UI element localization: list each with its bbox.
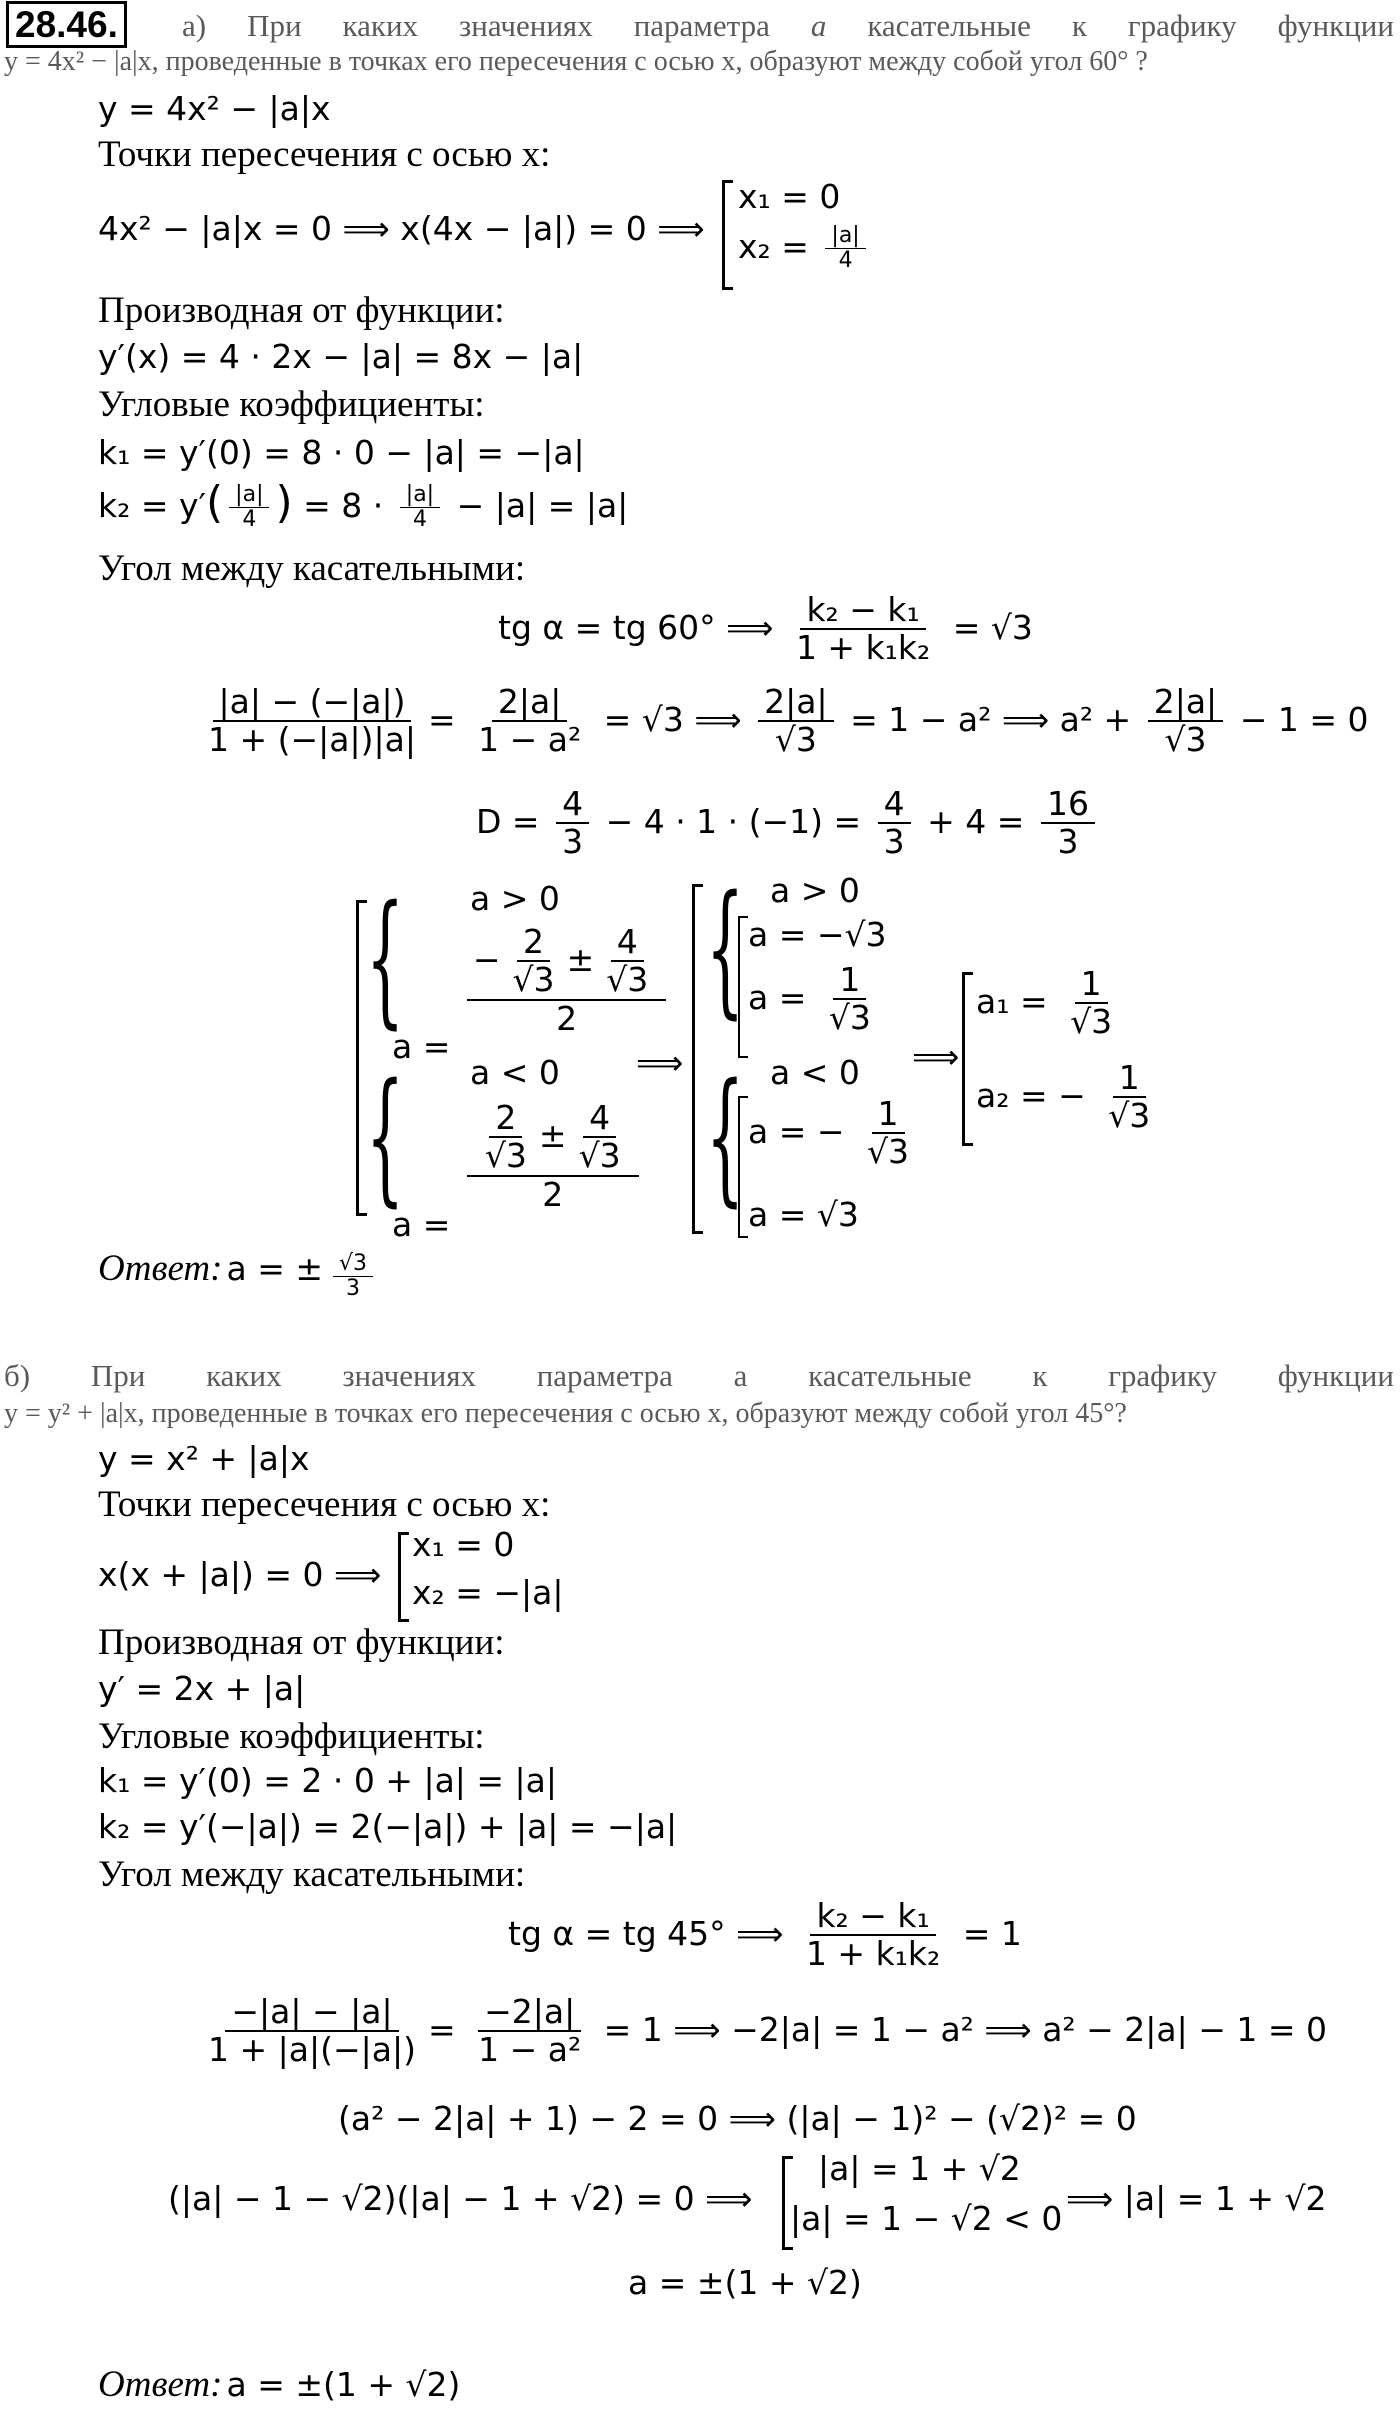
part-a-k2: k₂ = y′( $\frac{|a|}{4}$ ) = 8 · $\frac{|a|}{4}$ − |a| = |a| — [98, 477, 629, 532]
part-a-intersect-eq: 4x² − |a|x = 0 ⟹ x(4x − |a|) = 0 ⟹ — [98, 209, 705, 248]
part-a-derivative-heading: Производная от функции: — [98, 290, 505, 331]
part-a-inner-bracket-1 — [738, 916, 748, 1058]
part-a-implies-1: ⟹ — [636, 1043, 684, 1082]
part-a-final-bracket — [962, 972, 973, 1146]
part-b-root2: x₂ = −|a| — [412, 1573, 564, 1612]
part-a-root1: x₁ = 0 — [738, 177, 841, 216]
part-a-k1: k₁ = y′(0) = 8 · 0 − |a| = −|a| — [98, 433, 585, 472]
part-a-intersect-heading: Точки пересечения с осью x: — [98, 134, 551, 175]
part-a-derivative: y′(x) = 4 · 2x − |a| = 8x − |a| — [98, 337, 584, 376]
part-b-statement-line2: y = y² + |a|x, проведенные в точках его пересечения с осью x, образуют между собой угол 45°? — [4, 1398, 1127, 1429]
part-b-eq4-case2: |a| = 1 − √2 < 0 — [790, 2199, 1063, 2238]
part-a-r-cond1: a > 0 — [770, 871, 860, 910]
part-b-intersect-eq: x(x + |a|) = 0 ⟹ — [98, 1555, 382, 1594]
part-b-eq5: a = ±(1 + √2) — [628, 2263, 862, 2302]
part-b-function: y = x² + |a|x — [98, 1439, 310, 1478]
part-b-slopes-heading: Угловые коэффициенты: — [98, 1716, 485, 1757]
part-b-k2: k₂ = y′(−|a|) = 2(−|a|) + |a| = −|a| — [98, 1807, 678, 1846]
part-a-discriminant: D = $\frac{4}{3}$ − 4 · 1 · (−1) = $\frac{4}{3}$ + 4 = $\frac{16}{3}$ — [476, 786, 1101, 861]
part-a-sys1-cond: a > 0 — [470, 879, 560, 918]
part-a-final-2: a₂ = − $\frac{1}{√3}$ — [976, 1058, 1151, 1136]
part-a-sys2-cond: a < 0 — [470, 1053, 560, 1092]
part-b-answer-label: Ответ: — [98, 2364, 223, 2405]
part-a-brace-3: { — [706, 866, 745, 1034]
part-a-angle-heading: Угол между касательными: — [98, 548, 526, 589]
root2-fraction: $\frac{|a|}{4}$ — [825, 224, 865, 273]
part-a-function: y = 4x² − |a|x — [98, 89, 331, 128]
part-a-tg-line: tg α = tg 60° ⟹ $\frac{\text{k₂ − k₁}}{\text{1 + k₁k₂}}$ = √3 — [498, 590, 1033, 668]
part-b-eq3: (a² − 2|a| + 1) − 2 = 0 ⟹ (|a| − 1)² − (√2)² = 0 — [338, 2099, 1137, 2138]
part-b-eq4-lhs: (|a| − 1 − √2)(|a| − 1 + √2) = 0 ⟹ — [168, 2179, 753, 2218]
problem-number-box — [6, 6, 127, 45]
part-a-r-a-neg2: a = − $\frac{1}{√3}$ — [748, 1094, 910, 1172]
part-b-roots-bracket — [398, 1532, 409, 1622]
problem-number: 28.46. — [6, 1, 127, 48]
part-b-eq4-rhs: ⟹ |a| = 1 + √2 — [1066, 2179, 1327, 2218]
part-a-statement-line2: y = 4x² − |a|x, проведенные в точках его пересечения с осью x, образуют между собой угол 60° ? — [4, 46, 1148, 77]
part-a-final-1: a₁ = $\frac{1}{√3}$ — [976, 964, 1113, 1042]
part-a-sys2-eq: a = $\frac{2}{√3}$ ± $\frac{4}{√3}$ 2 — [392, 1100, 645, 1213]
part-a-implies-2: ⟹ — [912, 1037, 960, 1076]
part-a-r-a-neg: a = −√3 — [748, 915, 887, 954]
part-a-middle-bracket — [692, 884, 703, 1234]
part-a-brace-4: { — [706, 1054, 745, 1222]
part-a-sys1-eq: a = − $\frac{2}{√3}$ ± $\frac{4}{√3}$ 2 — [392, 924, 672, 1037]
part-b-intersect-heading: Точки пересечения с осью x: — [98, 1484, 551, 1525]
part-a-answer: Ответ: a = ± $\frac{√3}{3}$ — [98, 1248, 379, 1301]
part-a-r-a-pos2: a = √3 — [748, 1195, 859, 1234]
part-b-derivative: y′ = 2x + |a| — [98, 1669, 306, 1708]
part-a-statement-line1: а) При каких значениях параметра a касательные к графику функции — [182, 8, 1394, 43]
part-b-k1: k₁ = y′(0) = 2 · 0 + |a| = |a| — [98, 1761, 558, 1800]
part-a-inner-bracket-2 — [738, 1096, 748, 1238]
part-b-eq4-case1: |a| = 1 + √2 — [818, 2149, 1021, 2188]
part-b-derivative-heading: Производная от функции: — [98, 1622, 505, 1663]
part-b-statement-line1: б) При каких значениях параметра а касательные к графику функции — [4, 1358, 1394, 1393]
part-b-eq2: $\frac{-|a| - |a|}{1 + |a|(-|a|)}$ = $\frac{-2|a|}{\text{1 − a²}}$ = 1 ⟹ −2|a| = 1 − a² ⟹ a² − 2|a| − 1 = 0 — [208, 1992, 1327, 2070]
part-a-r-a-pos: a = $\frac{1}{√3}$ — [748, 960, 871, 1038]
part-b-answer: Ответ: a = ±(1 + √2) — [98, 2364, 461, 2405]
part-b-root1: x₁ = 0 — [412, 1525, 515, 1564]
part-b-angle-heading: Угол между касательными: — [98, 1854, 526, 1895]
part-a-root2: x₂ = $\frac{|a|}{4}$ — [738, 224, 872, 273]
part-b-label: б) — [4, 1358, 31, 1393]
part-a-eq2: $\frac{|a| - (-|a|)}{1 + (-|a|)|a|}$ = $\frac{2|a|}{\text{1 − a²}}$ = √3 ⟹ $\frac{2|a|}{√3}$ = 1 − a² ⟹ a² + $\frac{2|a|}{√3}$ − 1 = 0 — [208, 682, 1369, 760]
part-a-slopes-heading: Угловые коэффициенты: — [98, 384, 485, 425]
part-a-brace-2: { — [366, 1054, 405, 1222]
part-a-r-cond2: a < 0 — [770, 1053, 860, 1092]
part-a-answer-label: Ответ: — [98, 1248, 223, 1289]
part-a-label: а) — [182, 8, 207, 43]
part-a-roots-bracket — [722, 180, 733, 290]
part-b-tg-line: tg α = tg 45° ⟹ $\frac{\text{k₂ − k₁}}{\text{1 + k₁k₂}}$ = 1 — [508, 1896, 1022, 1974]
part-a-brace-1: { — [366, 876, 405, 1044]
